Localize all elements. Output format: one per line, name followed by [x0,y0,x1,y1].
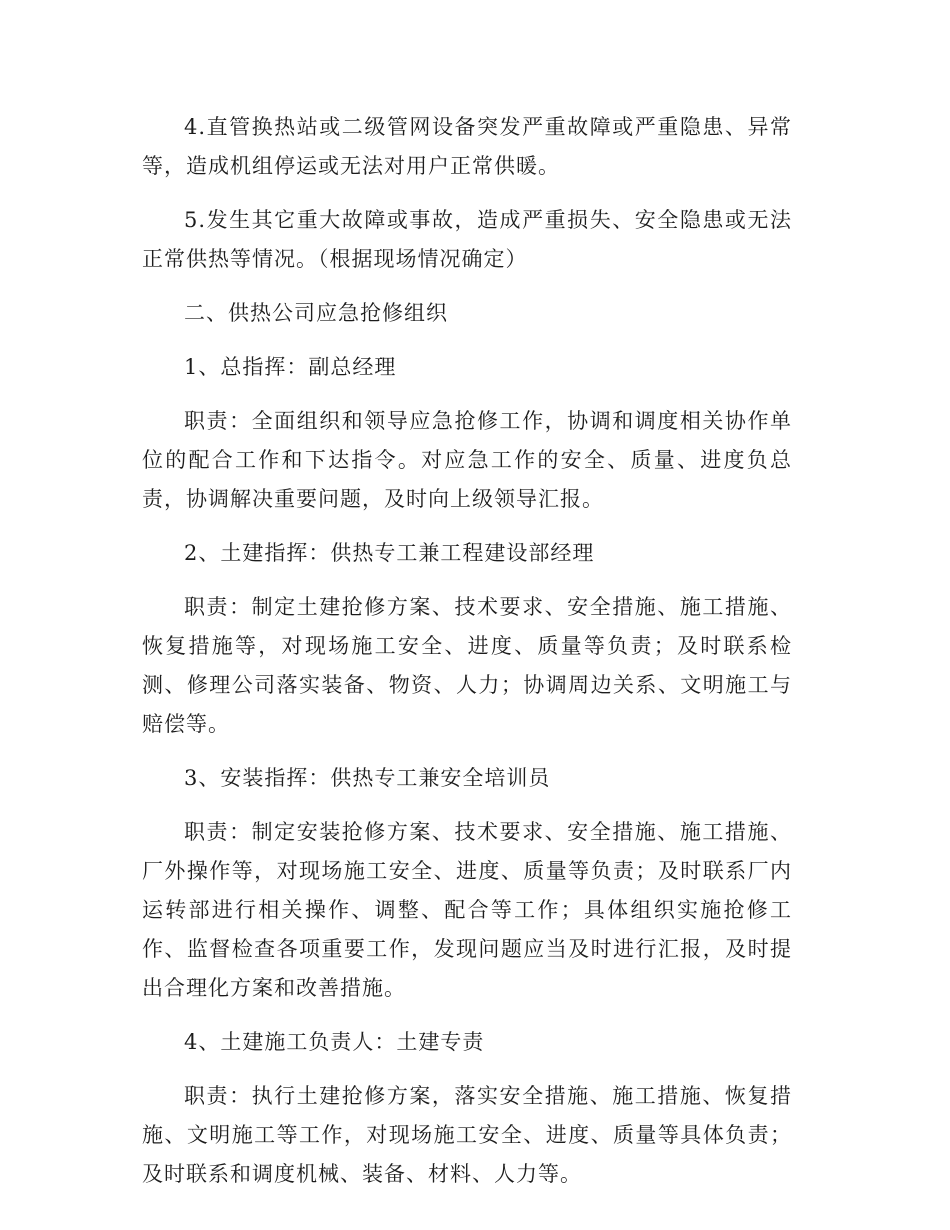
role-heading-civil-lead: 4、土建施工负责人：土建专责 [184,1030,485,1054]
role-duty-install-commander: 职责：制定安装抢修方案、技术要求、安全措施、施工措施、厂外操作等，对现场施工安全、进度、质量等负责；及时联系厂内运转部进行相关操作、调整、配合等工作；具体组织实施抢修工作、监督检查各项重要工作，发现问题应当及时进行汇报，及时提出合理化方案和改善措施。 [142,820,792,1000]
role-heading-install-commander: 3、安装指挥：供热专工兼安全培训员 [184,766,551,790]
role-duty-commander: 职责：全面组织和领导应急抢修工作，协调和调度相关协作单位的配合工作和下达指令。对应急工作的安全、质量、进度负总责，协调解决重要问题，及时向上级领导汇报。 [142,409,792,511]
role-duty-civil-lead: 职责：执行土建抢修方案，落实安全措施、施工措施、恢复措施、文明施工等工作，对现场施工安全、进度、质量等具体负责；及时联系和调度机械、装备、材料、人力等。 [142,1084,792,1186]
document-body [142,108,792,1209]
role-duty-civil-commander: 职责：制定土建抢修方案、技术要求、安全措施、施工措施、恢复措施等，对现场施工安全、进度、质量等负责；及时联系检测、修理公司落实装备、物资、人力；协调周边关系、文明施工与赔偿等。 [142,595,792,736]
section-heading: 二、供热公司应急抢修组织 [184,301,448,325]
paragraph-item-5: 5.发生其它重大故障或事故，造成严重损失、安全隐患或无法正常供热等情况。（根据现场情况确定） [142,208,792,271]
paragraph-item-4: 4.直管换热站或二级管网设备突发严重故障或严重隐患、异常等，造成机组停运或无法对用户正常供暖。 [142,115,792,178]
role-heading-commander: 1、总指挥：副总经理 [184,355,397,379]
role-heading-civil-commander: 2、土建指挥：供热专工兼工程建设部经理 [184,541,595,565]
